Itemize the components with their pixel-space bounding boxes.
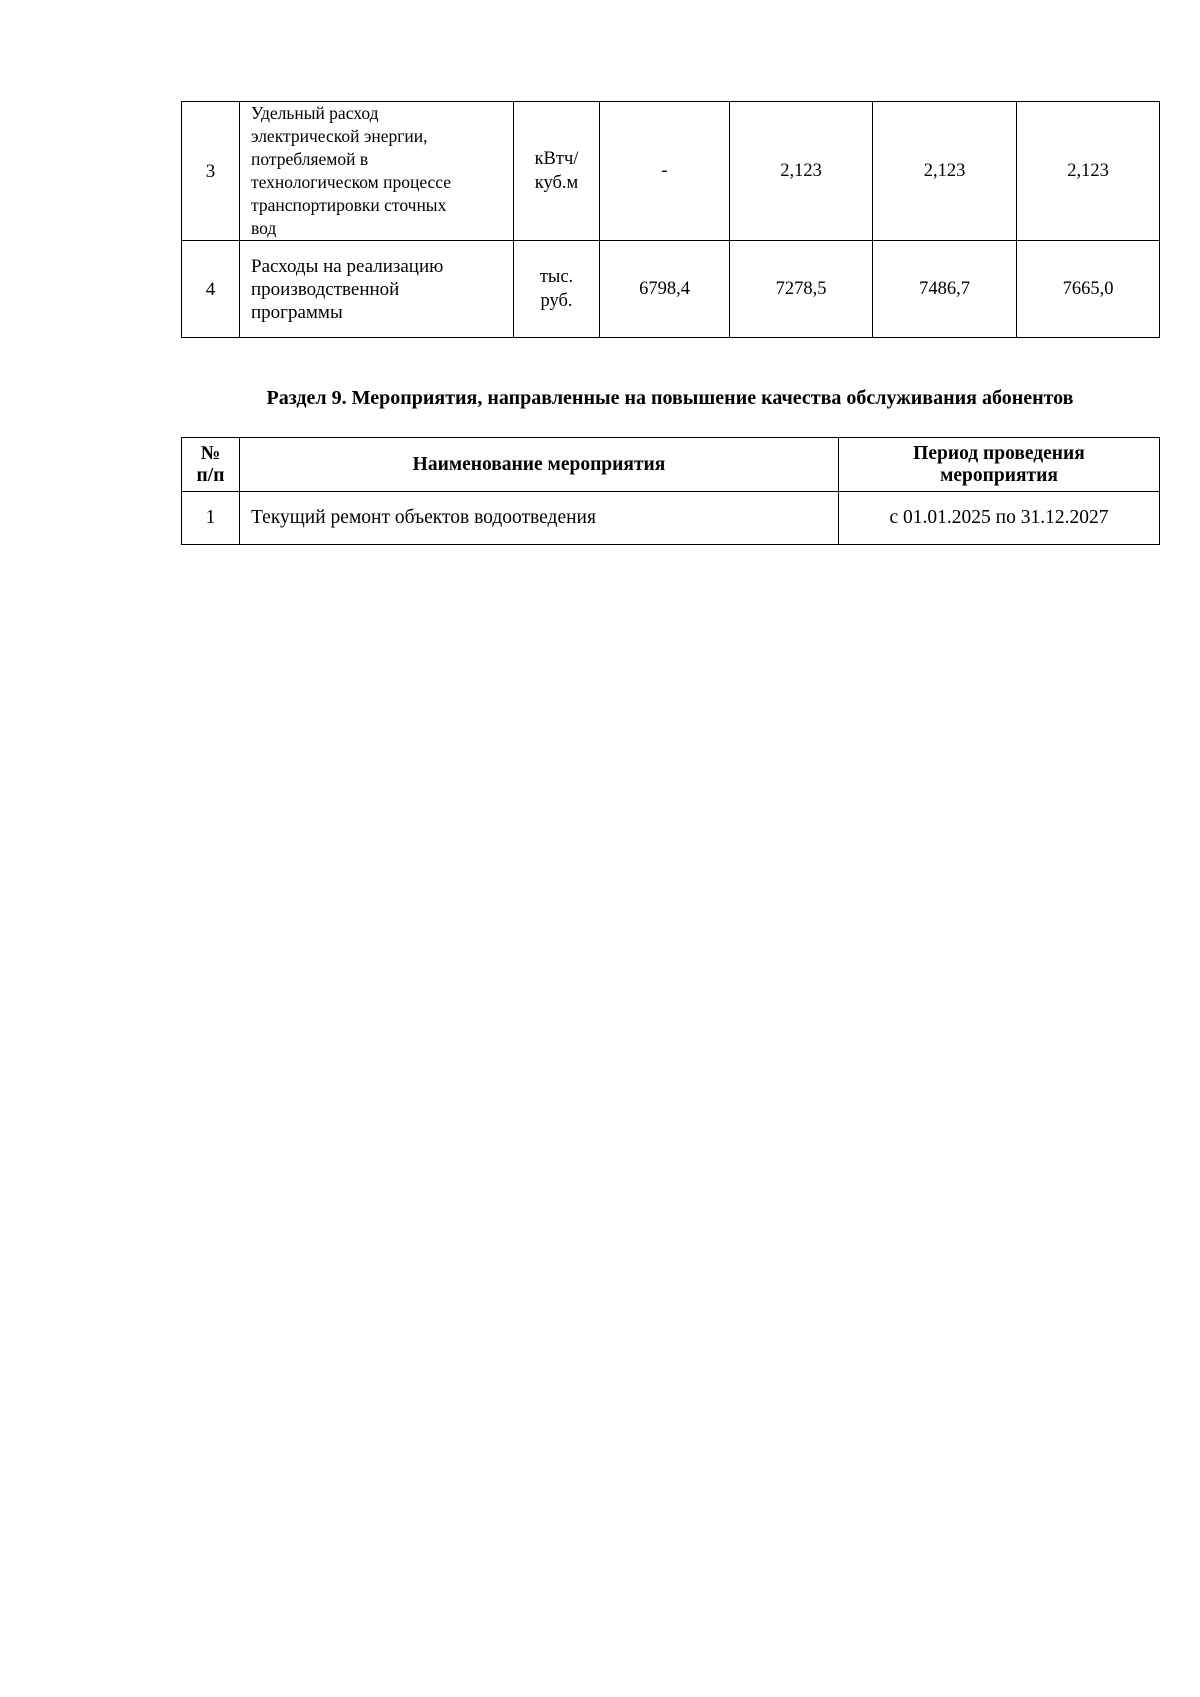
row-number: 3 <box>182 102 240 241</box>
value-cell: 2,123 <box>873 102 1017 241</box>
indicator-name-line: технологическом процессе <box>251 172 452 192</box>
value-cell: - <box>600 102 730 241</box>
unit-cell <box>514 102 600 241</box>
value-cell: 2,123 <box>730 102 873 241</box>
header-line: п/п <box>196 464 225 486</box>
unit-line: руб. <box>540 291 573 311</box>
table-row <box>182 241 1160 338</box>
header-line: Период проведения <box>913 442 1085 464</box>
row-number: 1 <box>182 492 240 545</box>
indicator-name-line: электрической энергии, <box>251 126 428 146</box>
measure-name: Текущий ремонт объектов водоотведения <box>240 492 839 545</box>
header-measure-name: Наименование мероприятия <box>240 438 839 492</box>
measures-table <box>181 437 1160 545</box>
unit-cell <box>514 241 600 338</box>
table-row <box>182 102 1160 241</box>
value-cell: 7486,7 <box>873 241 1017 338</box>
unit-line: куб.м <box>534 173 579 193</box>
indicator-name-line: Удельный расход <box>251 103 379 123</box>
section-9-title: Раздел 9. Мероприятия, направленные на повышение качества обслуживания абонентов <box>266 387 1074 409</box>
indicator-name-line: программы <box>251 301 343 323</box>
row-number: 4 <box>182 241 240 338</box>
unit-line: кВтч/ <box>534 149 579 169</box>
indicator-name <box>240 241 514 338</box>
header-period <box>839 438 1160 492</box>
header-number <box>182 438 240 492</box>
header-line: мероприятия <box>940 464 1058 486</box>
value-cell: 6798,4 <box>600 241 730 338</box>
indicator-name <box>240 102 514 241</box>
header-line: № <box>200 442 221 464</box>
value-cell: 7278,5 <box>730 241 873 338</box>
value-cell: 2,123 <box>1017 102 1160 241</box>
indicator-name-line: производственной <box>251 278 400 300</box>
unit-line: тыс. <box>539 267 574 287</box>
table-header-row <box>182 438 1160 492</box>
indicator-name-line: потребляемой в <box>251 149 369 169</box>
measure-period: с 01.01.2025 по 31.12.2027 <box>839 492 1160 545</box>
indicator-name-line: вод <box>251 218 277 238</box>
value-cell: 7665,0 <box>1017 241 1160 338</box>
indicators-table <box>181 101 1160 338</box>
indicator-name-line: транспортировки сточных <box>251 195 447 215</box>
indicator-name-line: Расходы на реализацию <box>251 255 444 277</box>
table-row <box>182 492 1160 545</box>
